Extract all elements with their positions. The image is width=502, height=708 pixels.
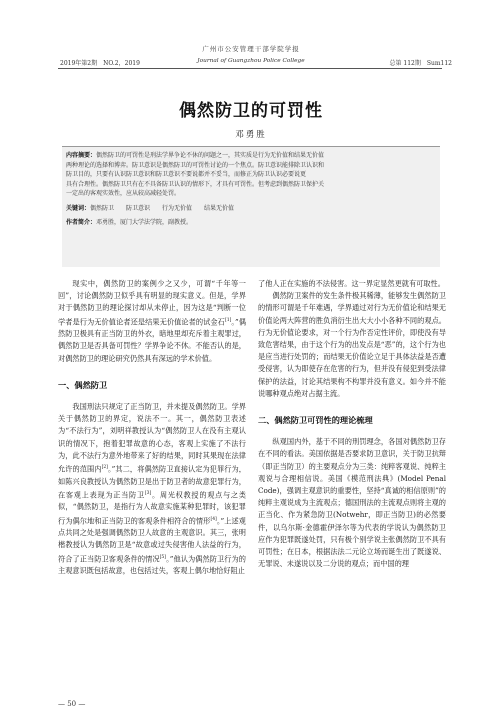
paragraph-text: 。周光权教授的观点与之类似，“偶然防卫，是指行为人故意实施某种犯罪时，该犯罪行为偶尔地和正当防卫的客观条件相符合的情形 — [58, 490, 246, 526]
paragraph-text: 我国刑法只规定了正当防卫，并未提及偶然防卫。学界关于偶然防卫的界定，说法不一。其一，偶然防卫表述为“不法行为”，刘明祥教授认为“偶然防卫人在没有主观认识的情况下，抱着犯罪故意的心态，客观上实施了不法行为，此不法行为意外地带来了好的结果，同时其果现在法律允许的范围内 — [58, 402, 246, 474]
abstract-box — [62, 146, 440, 267]
abstract-line: 两种理论的选择和博弈。防卫意识是偶然防卫的可罚性讨论的一个焦点。防卫意识能排除卫认识和 — [66, 161, 325, 169]
paragraph-text: 纵观国内外，基于不同的刑罚理念，各国对偶然防卫存在不同的看法。美国依据是否要求防卫意识，关于防卫抗辩（即正当防卫）的主要观点分为三类：纯粹客观说、纯粹主观说与合理相信说。美国《模范刑法典》(Model Penal Code)，强调主观意识的重要性，坚持“真诚的相信原则”的纯粹主观说成为主流观点；德国刑法的主流观点则将主观的正当化、作为紧急防卫(Notwehr，即正当防卫)的必然要件，以乌尔斯·金德霍伊泽尔等为代表的学说认为偶然防卫应作为犯罪既遂处罚，只有极个别学说主张偶然防卫不具有可罚性；在日本，根据法法二元论立场而诞生出了既遂说、无罪说、未遂说以及二分说的观点；而中国的理 — [258, 437, 446, 569]
header-rule — [58, 68, 442, 69]
page-number: — 50 — — [58, 700, 86, 708]
body-paragraph — [58, 401, 246, 577]
body-paragraph — [258, 278, 446, 290]
body-paragraph — [58, 278, 246, 365]
abstract-line: 防卫目的，只要有认识防卫意识和防卫意识不要说都并不妥当，而修正为防卫认识必要说更 — [66, 171, 307, 179]
citation-ref: [3] — [144, 490, 152, 496]
article-title: 偶然防卫的可罚性 — [179, 101, 323, 121]
paragraph-text: 。”偶然防卫极具有正当防卫的外衣，暗地里却充斥着主观罪过，偶然防卫是否具备可罚性？学界争论不休。不能否认的是，对偶然防卫的理论研究仍然具有深远的学术价值。 — [58, 317, 246, 363]
abstract-line-text: 偶然防卫的可罚性是刑法学界争论不休的问题之一，其实质是行为无价值和结果无价值 — [96, 152, 325, 159]
journal-english-name: Journal of Guangzhou Police College — [197, 58, 305, 64]
abstract-line: 具有合理性。偶然防卫只有在不具备防卫认识的情形下，才具有可罚性。但考虑到偶然防卫保护关 — [66, 180, 325, 188]
keywords-label: 关键词： — [66, 205, 91, 212]
section-heading: 一、偶然防卫 — [58, 379, 108, 390]
paragraph-text: 偶然防卫案件的发生条件极其稀薄，能够发生偶然防卫的情形可谓是千年难遇，学界通过对行为无价值论和结果无价值论两大阵营的胜负消衍生出大大小小各种不同的观点。行为无价值论要求，对一个行为作否定性评价，即使没有导致危害结果，由于这个行为的出发点是“恶”的，这个行为也是应当进行处罚的；而结果无价值论立足于具体法益是否遭受侵害，认为即使存在危害的行为，但并没有侵犯到受法律保护的法益，讨论其结果构不构罪并没有意义。如今并不能说哪种观点绝对占据主流。 — [258, 291, 446, 398]
abstract-label: 内容摘要： — [66, 152, 97, 159]
section-heading: 二、偶然防卫可罚性的理论梳理 — [258, 415, 373, 426]
body-right-column — [258, 278, 446, 570]
citation-ref: [2] — [101, 465, 108, 471]
article-author: 邓勇胜 — [235, 130, 267, 140]
citation-ref: [4] — [210, 516, 217, 522]
paragraph-text: 。”他认为偶然防卫行为的主观意识既包括故意，也包括过失，客观上偶尔地恰好阻止 — [58, 554, 246, 576]
body-paragraph — [258, 436, 446, 570]
journal-name: 广州市公安管理干部学院学报 — [202, 45, 300, 53]
keywords-row — [66, 203, 234, 212]
citation-ref: [1] — [224, 317, 232, 323]
abstract-line: 一定出的客观实效性，应从较高减轻处罚。 — [66, 190, 181, 198]
body-paragraph — [258, 290, 446, 400]
paragraph-text: 现实中，偶然防卫的案例少之又少，可谓“千年等一回”，讨论偶然防卫似乎具有明显的现实意义。但是，学界对于偶然防卫的理论探讨却从未停止，因为这是“判断一位学者是行为无价值论者还是结果无价值论者的试金石 — [58, 279, 246, 326]
paragraph-text: 。”上述观点共同之处是强调偶然防卫人故意的主观意识。其三，张明楷教授认为偶然防卫是“故意或过失侵害他人法益的行为，符合了正当防卫客观条件的情况 — [58, 516, 246, 564]
total-issue: 总第 112期 Sum112 — [389, 60, 452, 67]
paragraph-text: 。”其二，将偶然防卫直接认定为犯罪行为，如陈兴良教授认为偶然防卫是出于防卫者的故意犯罪行为，在客观上表现为正当防卫 — [58, 464, 246, 500]
body-left-column — [58, 278, 246, 577]
author-info-label: 作者简介： — [66, 219, 97, 226]
abstract-line — [66, 151, 434, 161]
author-info-text: 邓勇胜，厦门大学法学院，副教授。 — [96, 219, 193, 226]
paragraph-text: 了他人正在实施的不法侵害。这一界定显然更就有可取性。 — [258, 279, 445, 288]
author-info-row — [66, 217, 192, 226]
keywords-text: 偶然防卫 防卫意识 行为无价值 结果无价值 — [90, 205, 235, 212]
citation-ref: [5] — [159, 554, 166, 560]
issue-info: 2019年第2期 NO.2，2019 — [60, 60, 140, 67]
